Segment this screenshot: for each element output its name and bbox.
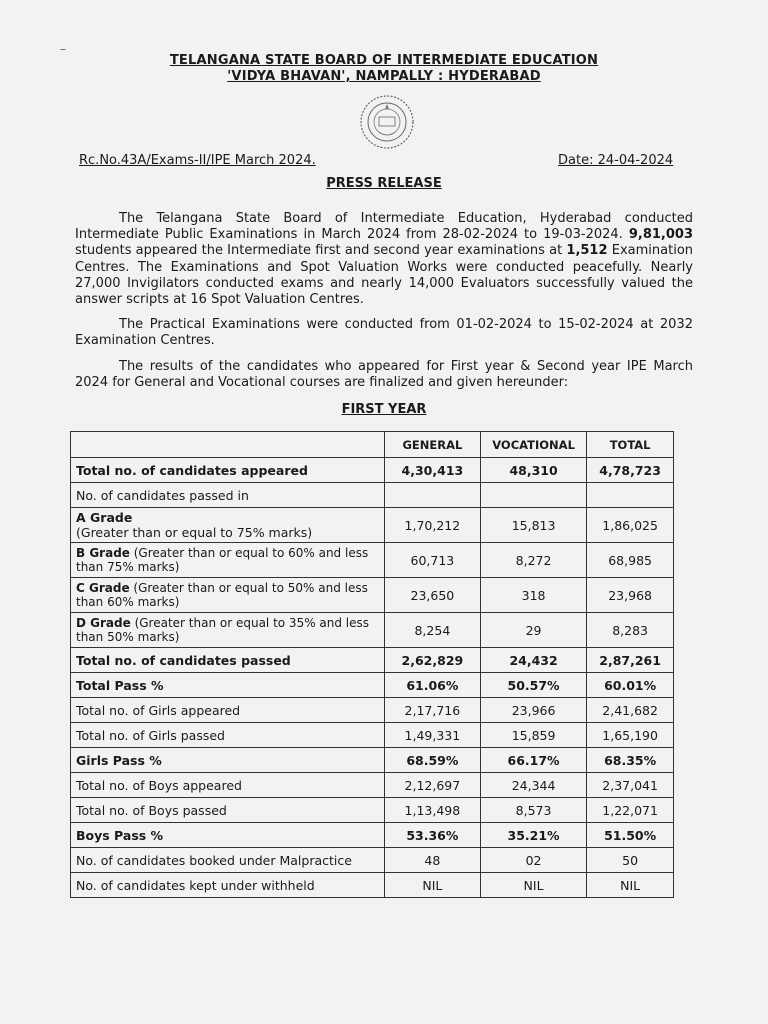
vocational-value	[480, 483, 586, 508]
practical-paragraph: The Practical Examinations were conducted from 01-02-2024 to 15-02-2024 at 2032 Examination Centres.	[75, 317, 693, 349]
general-value: 61.06%	[384, 673, 480, 698]
table-row	[71, 823, 674, 848]
table-row	[71, 673, 674, 698]
general-value: 1,70,212	[384, 508, 480, 543]
table-row	[71, 723, 674, 748]
row-label: Total no. of Boys appeared	[71, 773, 385, 798]
general-value: 68.59%	[384, 748, 480, 773]
total-value: 68,985	[587, 543, 674, 578]
table-row	[71, 873, 674, 898]
board-address-heading: 'VIDYA BHAVAN', NAMPALLY : HYDERABAD	[227, 69, 541, 84]
first-year-results-table	[70, 431, 674, 898]
general-value: 60,713	[384, 543, 480, 578]
total-value	[587, 483, 674, 508]
row-label: Boys Pass %	[71, 823, 385, 848]
row-label: No. of candidates booked under Malpractice	[71, 848, 385, 873]
total-value: 4,78,723	[587, 458, 674, 483]
grade-description: (Greater than or equal to 35% and less than 50% marks)	[76, 616, 370, 644]
vocational-value: 29	[480, 613, 586, 648]
total-value: 23,968	[587, 578, 674, 613]
grade-name: D Grade	[76, 616, 131, 630]
table-header-cell	[71, 432, 385, 458]
vocational-value: 15,859	[480, 723, 586, 748]
vocational-value: 50.57%	[480, 673, 586, 698]
row-label: Total no. of Girls appeared	[71, 698, 385, 723]
row-label: Girls Pass %	[71, 748, 385, 773]
table-header-cell: TOTAL	[587, 432, 674, 458]
total-value: 1,65,190	[587, 723, 674, 748]
row-label: Total no. of candidates appeared	[71, 458, 385, 483]
grade-name: B Grade	[76, 546, 130, 560]
scan-mark: –	[60, 42, 66, 56]
vocational-value: 02	[480, 848, 586, 873]
board-name-heading: TELANGANA STATE BOARD OF INTERMEDIATE EDUCATION	[169, 53, 599, 68]
vocational-value: 48,310	[480, 458, 586, 483]
row-label	[71, 578, 385, 613]
general-value: 8,254	[384, 613, 480, 648]
total-value: 51.50%	[587, 823, 674, 848]
table-header-cell: VOCATIONAL	[480, 432, 586, 458]
table-row	[71, 648, 674, 673]
row-label	[71, 543, 385, 578]
grade-name: C Grade	[76, 581, 130, 595]
total-value: 68.35%	[587, 748, 674, 773]
general-value: 4,30,413	[384, 458, 480, 483]
table-row	[71, 483, 674, 508]
general-value: 2,62,829	[384, 648, 480, 673]
total-value: 2,41,682	[587, 698, 674, 723]
grade-name: A Grade	[76, 510, 133, 525]
table-row	[71, 773, 674, 798]
table-row	[71, 798, 674, 823]
total-value: 50	[587, 848, 674, 873]
vocational-value: NIL	[480, 873, 586, 898]
table-row	[71, 578, 674, 613]
general-value: 2,12,697	[384, 773, 480, 798]
total-value: 8,283	[587, 613, 674, 648]
table-row	[71, 458, 674, 483]
general-value: 53.36%	[384, 823, 480, 848]
general-value: 1,49,331	[384, 723, 480, 748]
vocational-value: 23,966	[480, 698, 586, 723]
table-header-row	[71, 432, 674, 458]
vocational-value: 35.21%	[480, 823, 586, 848]
table-row	[71, 508, 674, 543]
students-count: 9,81,003	[628, 227, 693, 243]
total-value: 2,37,041	[587, 773, 674, 798]
results-paragraph: The results of the candidates who appeared for First year & Second year IPE March 2024 for General and Vocational courses are finalized and given hereunder:	[75, 359, 693, 391]
general-value: 48	[384, 848, 480, 873]
centres-count: 1,512	[566, 243, 608, 259]
row-label: Total no. of Girls passed	[71, 723, 385, 748]
vocational-value: 15,813	[480, 508, 586, 543]
general-value: NIL	[384, 873, 480, 898]
table-header-cell: GENERAL	[384, 432, 480, 458]
grade-description: (Greater than or equal to 60% and less than 75% marks)	[76, 546, 369, 574]
general-value: 2,17,716	[384, 698, 480, 723]
grade-description: (Greater than or equal to 50% and less than 60% marks)	[76, 581, 368, 609]
vocational-value: 8,272	[480, 543, 586, 578]
row-label: No. of candidates passed in	[71, 483, 385, 508]
table-row	[71, 698, 674, 723]
total-value: 1,22,071	[587, 798, 674, 823]
total-value: 60.01%	[587, 673, 674, 698]
section-title: FIRST YEAR	[341, 402, 427, 417]
grade-description: (Greater than or equal to 75% marks)	[76, 525, 313, 540]
release-date: Date: 24-04-2024	[558, 153, 674, 168]
general-value: 1,13,498	[384, 798, 480, 823]
table-row	[71, 748, 674, 773]
general-value: 23,650	[384, 578, 480, 613]
row-label: Total no. of Boys passed	[71, 798, 385, 823]
vocational-value: 24,344	[480, 773, 586, 798]
row-label: No. of candidates kept under withheld	[71, 873, 385, 898]
vocational-value: 66.17%	[480, 748, 586, 773]
reference-number: Rc.No.43A/Exams-II/IPE March 2024.	[79, 153, 316, 168]
total-value: NIL	[587, 873, 674, 898]
board-seal-icon	[357, 92, 417, 152]
row-label	[71, 613, 385, 648]
document-title: PRESS RELEASE	[326, 176, 442, 191]
vocational-value: 318	[480, 578, 586, 613]
general-value	[384, 483, 480, 508]
row-label: Total Pass %	[71, 673, 385, 698]
table-row	[71, 613, 674, 648]
vocational-value: 24,432	[480, 648, 586, 673]
table-row	[71, 543, 674, 578]
row-label	[71, 508, 385, 543]
intro-paragraph: The Telangana State Board of Intermediate Education, Hyderabad conducted Intermediate Public Examinations in March 2024 from 28-02-2024 to 19-03-2024. 9,81,003 students appeared the Intermediate first and second year examinations at 1,512 Examination Centres. The Examinations and Spot Valuation Works were conducted peacefully. Nearly 27,000 Invigilators conducted exams and nearly 14,000 Evaluators successfully valued the answer scripts at 16 Spot Valuation Centres.	[75, 211, 694, 308]
vocational-value: 8,573	[480, 798, 586, 823]
total-value: 2,87,261	[587, 648, 674, 673]
row-label: Total no. of candidates passed	[71, 648, 385, 673]
table-row	[71, 848, 674, 873]
total-value: 1,86,025	[587, 508, 674, 543]
